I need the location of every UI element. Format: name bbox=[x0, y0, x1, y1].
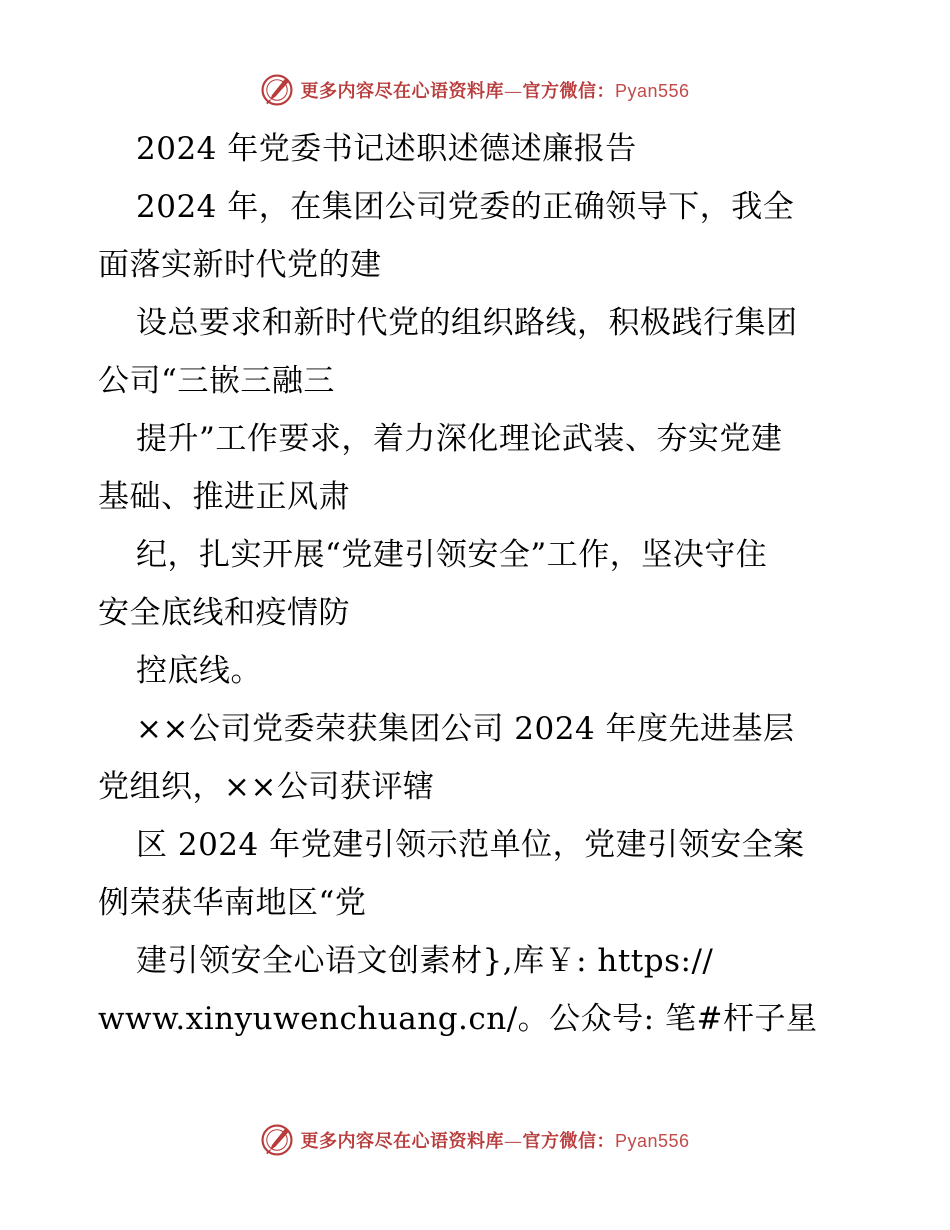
document-line: www.xinyuwenchuang.cn/。公众号: 笔#杆子星 bbox=[98, 1001, 818, 1037]
footer-banner-wechat-label: 官方微信： bbox=[522, 1131, 615, 1152]
document-line: 提升”工作要求，着力深化理论武装、夯实党建 bbox=[136, 421, 783, 457]
document-line: 区 2024 年党建引领示范单位，党建引领安全案 bbox=[136, 827, 805, 863]
footer-banner bbox=[0, 1120, 950, 1160]
document-line: 例荣获华南地区“党 bbox=[98, 885, 367, 921]
quill-logo-icon bbox=[260, 1123, 294, 1157]
header-banner bbox=[0, 70, 950, 110]
document-line: 公司“三嵌三融三 bbox=[98, 363, 335, 399]
document-body bbox=[98, 120, 858, 1048]
footer-banner-title: 更多内容尽在心语资料库 bbox=[300, 1131, 504, 1152]
document-line: 基础、推进正风肃 bbox=[98, 479, 350, 515]
document-line: 党组织，××公司获评辖 bbox=[98, 769, 435, 805]
quill-logo-icon bbox=[260, 73, 294, 107]
header-banner-wechat-id: Pyan556 bbox=[614, 81, 690, 101]
footer-banner-text bbox=[300, 1127, 689, 1153]
header-banner-wechat-label: 官方微信： bbox=[522, 81, 615, 102]
document-line: 控底线。 bbox=[136, 653, 262, 689]
document-line: 安全底线和疫情防 bbox=[98, 595, 350, 631]
document-line: 纪，扎实开展“党建引领安全”工作，坚决守住 bbox=[136, 537, 768, 573]
document-line: 设总要求和新时代党的组织路线，积极践行集团 bbox=[136, 305, 798, 341]
footer-banner-inner bbox=[260, 1123, 689, 1157]
footer-banner-separator: — bbox=[503, 1131, 523, 1152]
header-banner-title: 更多内容尽在心语资料库 bbox=[300, 81, 504, 102]
footer-banner-wechat-id: Pyan556 bbox=[614, 1131, 690, 1151]
document-line: 2024 年，在集团公司党委的正确领导下，我全 bbox=[136, 189, 795, 225]
header-banner-separator: — bbox=[503, 81, 523, 102]
document-title: 2024 年党委书记述职述德述廉报告 bbox=[136, 131, 637, 167]
header-banner-inner bbox=[260, 73, 689, 107]
document-line: 面落实新时代党的建 bbox=[98, 247, 382, 283]
document-line: ××公司党委荣获集团公司 2024 年度先进基层 bbox=[136, 711, 795, 747]
header-banner-text bbox=[300, 77, 689, 103]
document-line: 建引领安全心语文创素材},库￥: https:// bbox=[136, 943, 714, 979]
